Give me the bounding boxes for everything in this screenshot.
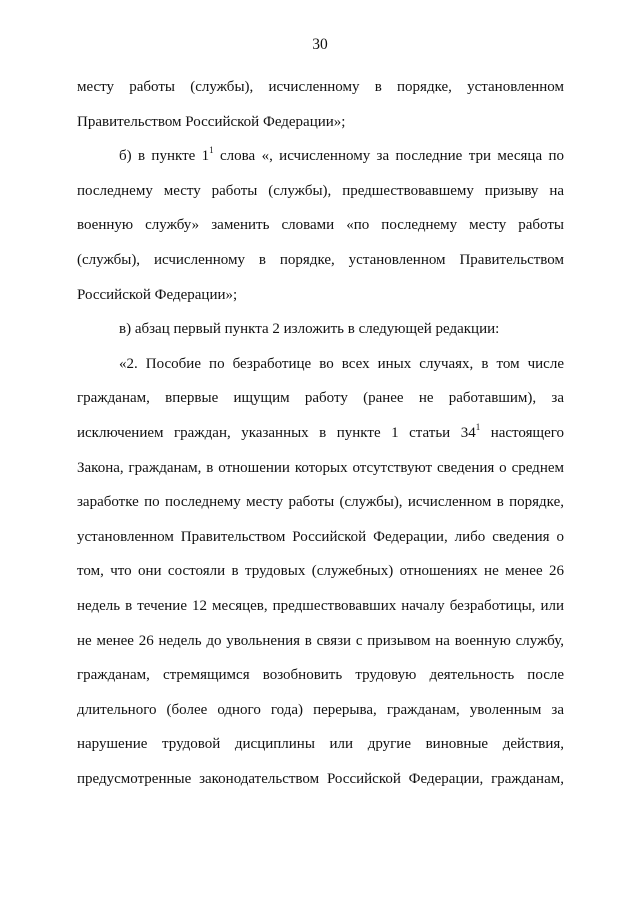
text-line: (службы), исчисленному в порядке, установленном Правительством (77, 251, 564, 268)
page-number: 30 (312, 36, 328, 53)
text-segment: исключением граждан, указанных в пункте 1 статьи 34 (77, 424, 476, 441)
text-segment: слова «, исчисленному за последние три месяца по (213, 148, 564, 165)
text-line: том, что они состояли в трудовых (служебных) отношениях не менее 26 (77, 563, 564, 580)
text-line (77, 416, 564, 451)
text-line: гражданам, впервые ищущим работу (ранее не работавшим), за (77, 390, 564, 407)
text-line: установленном Правительством Российской Федерации, либо сведения о (77, 528, 564, 545)
text-line: не менее 26 недель до увольнения в связи с призывом на военную службу, (77, 632, 564, 649)
text-line: гражданам, стремящимся возобновить трудовую деятельность после (77, 667, 564, 684)
text-line: заработке по последнему месту работы (службы), исчисленном в порядке, (77, 494, 564, 511)
text-segment: б) в пункте 1 (119, 148, 210, 165)
text-segment: настоящего (480, 424, 565, 441)
text-line: Российской Федерации»; (77, 286, 238, 303)
text-line: в) абзац первый пункта 2 изложить в следующей редакции: (119, 321, 500, 338)
text-line: недель в течение 12 месяцев, предшествовавших началу безработицы, или (77, 597, 564, 614)
text-line: Закона, гражданам, в отношении которых отсутствуют сведения о среднем (77, 459, 564, 476)
text-line: нарушение трудовой дисциплины или другие виновные действия, (77, 736, 564, 753)
superscript: 1 (209, 145, 214, 156)
text-line (77, 139, 564, 174)
text-line: последнему месту работы (службы), предшествовавшему призыву на (77, 182, 564, 199)
superscript: 1 (475, 421, 481, 432)
text-line: длительного (более одного года) перерыва, гражданам, уволенным за (77, 701, 564, 718)
text-line: месту работы (службы), исчисленному в порядке, установленном (77, 79, 564, 95)
text-line: военную службу» заменить словами «по последнему месту работы (77, 217, 564, 234)
body-text (77, 70, 564, 796)
text-line: «2. Пособие по безработице во всех иных случаях, в том числе (119, 355, 564, 372)
text-line: предусмотренные законодательством Российской Федерации, гражданам, (77, 770, 564, 787)
text-line: Правительством Российской Федерации»; (77, 113, 346, 130)
